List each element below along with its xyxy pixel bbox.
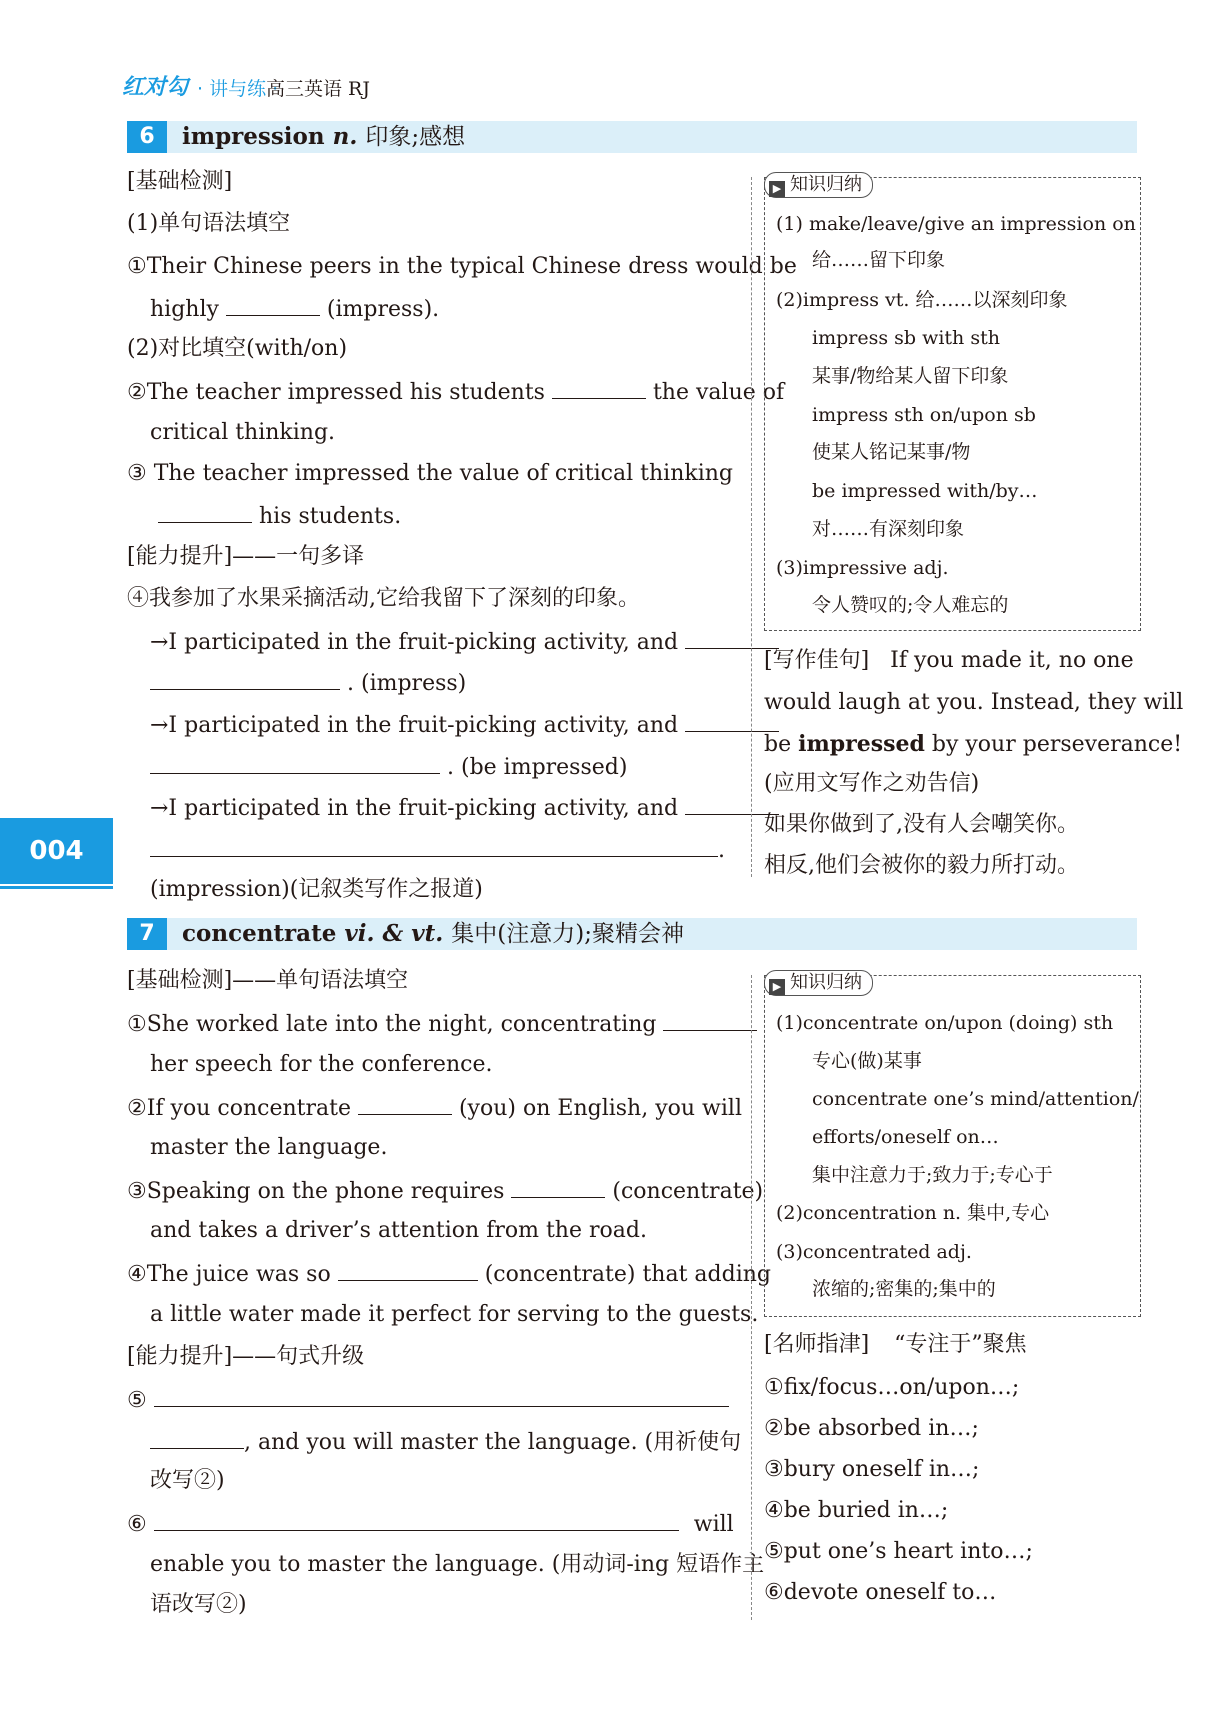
section-6-header	[127, 121, 1137, 153]
knowledge-item: 专心(做)某事	[812, 1050, 922, 1072]
translation-a-hint: . (impress)	[347, 671, 467, 696]
translation-b-line-1	[150, 709, 779, 741]
answer-blank[interactable]	[150, 834, 718, 857]
knowledge-item: concentrate one’s mind/attention/	[812, 1088, 1139, 1110]
column-divider	[751, 975, 752, 1620]
q6-tail: will	[693, 1512, 734, 1537]
translation-c-line-2	[150, 834, 725, 866]
advance-tag: [能力提升]——一句多译	[127, 544, 365, 569]
headword-meaning: 集中(注意力);聚精会神	[451, 921, 684, 947]
question-3-line-1: ③ The teacher impressed the value of critical thinking	[127, 461, 733, 486]
question-6-line-1	[127, 1508, 734, 1540]
question-4-line-1	[127, 1258, 771, 1290]
knowledge-item: impress sb with sth	[812, 327, 1000, 349]
knowledge-tag-label: 知识归纳	[790, 174, 862, 195]
writing-line-1	[764, 646, 1134, 676]
knowledge-item: 对……有深刻印象	[812, 518, 965, 540]
knowledge-tag	[764, 172, 873, 198]
section-7-number: 7	[127, 918, 167, 950]
question-3-line-1	[127, 1175, 763, 1207]
answer-blank[interactable]	[663, 1008, 757, 1031]
part-1-title: (1)单句语法填空	[127, 211, 291, 236]
translation-lead: →I participated in the fruit-picking activity, and	[150, 713, 679, 738]
q4-tail: (concentrate) that adding	[484, 1262, 771, 1287]
part-of-speech: n.	[332, 123, 358, 150]
translation-a-line-2	[150, 667, 466, 699]
answer-blank[interactable]	[338, 1258, 478, 1281]
question-2-line-1	[127, 1092, 742, 1124]
tip-item: ⑤put one’s heart into…;	[764, 1539, 1033, 1564]
writing-text: be	[764, 732, 792, 757]
writing-line-3	[764, 729, 1182, 760]
question-2-line-1	[127, 376, 784, 408]
writing-keyword: impressed	[798, 731, 925, 757]
basic-check-tag: [基础检测]——单句语法填空	[127, 968, 409, 993]
question-1-line-2: her speech for the conference.	[150, 1052, 493, 1077]
part-of-speech: vi. & vt.	[344, 920, 444, 947]
tip-item: ③bury oneself in…;	[764, 1457, 980, 1482]
knowledge-item: 某事/物给某人留下印象	[812, 365, 1009, 387]
series-name: · 讲与练 ·	[197, 78, 279, 100]
answer-blank[interactable]	[154, 1384, 729, 1407]
q2-tail: (you) on English, you will	[458, 1096, 742, 1121]
q2-tail: the value of	[652, 380, 785, 405]
q1-hint: (impress).	[326, 297, 440, 322]
section-6-number: 6	[127, 121, 167, 153]
knowledge-item: 给……留下印象	[812, 249, 946, 271]
section-6-headword	[182, 121, 465, 153]
question-6-line-2: enable you to master the language. (用动词-ing 短语作主	[150, 1552, 765, 1577]
tip-title: “专注于”聚焦	[894, 1332, 1027, 1357]
knowledge-item: 令人赞叹的;令人难忘的	[812, 594, 1009, 616]
translation-a-line-1	[150, 626, 779, 658]
tip-tag: [名师指津]	[764, 1332, 870, 1357]
knowledge-item: be impressed with/by…	[812, 480, 1038, 502]
page-tab-underline	[0, 886, 113, 889]
q4-lead: ④The juice was so	[127, 1262, 331, 1287]
knowledge-item: 集中注意力于;致力于;专心于	[812, 1164, 1053, 1186]
translation-b-hint: . (be impressed)	[447, 755, 628, 780]
writing-line-4: (应用文写作之劝告信)	[764, 771, 980, 796]
q2-lead: ②The teacher impressed his students	[127, 380, 545, 405]
tip-item: ⑥devote oneself to…	[764, 1580, 997, 1605]
writing-line-2: would laugh at you. Instead, they will	[764, 690, 1184, 715]
question-3-line-2: and takes a driver’s attention from the road.	[150, 1218, 647, 1243]
answer-blank[interactable]	[511, 1175, 605, 1198]
question-1-line-1: ①Their Chinese peers in the typical Chinese dress would be	[127, 254, 797, 279]
q3-lead: ③Speaking on the phone requires	[127, 1179, 505, 1204]
question-5-line-1	[127, 1384, 729, 1416]
translation-lead: →I participated in the fruit-picking activity, and	[150, 630, 679, 655]
headword: concentrate	[182, 920, 337, 947]
column-divider	[751, 177, 752, 877]
q1-lead: ①She worked late into the night, concentrating	[127, 1012, 657, 1037]
knowledge-tag	[764, 970, 873, 996]
q5-text: , and you will master the language. (用祈使句	[244, 1430, 742, 1455]
knowledge-item: (1) make/leave/give an impression on	[776, 213, 1136, 235]
q3-hint: (concentrate)	[612, 1179, 764, 1204]
q1-lead: highly	[150, 297, 219, 322]
headword-meaning: 印象;感想	[365, 124, 466, 150]
part-2-title: (2)对比填空(with/on)	[127, 336, 348, 361]
question-4-line-2: a little water made it perfect for serving to the guests.	[150, 1302, 759, 1327]
question-1-line-1	[127, 1008, 757, 1040]
tip-item: ②be absorbed in…;	[764, 1416, 979, 1441]
question-2-line-2: critical thinking.	[150, 420, 336, 445]
question-2-line-2: master the language.	[150, 1135, 388, 1160]
translation-c-line-1	[150, 792, 779, 824]
tip-item: ①fix/focus…on/upon…;	[764, 1375, 1020, 1400]
writing-text: If you made it, no one	[890, 648, 1134, 673]
knowledge-item: (3)impressive adj.	[776, 557, 949, 579]
question-3-line-2	[158, 500, 401, 532]
answer-blank[interactable]	[158, 500, 252, 523]
knowledge-item: (2)concentration n. 集中,专心	[776, 1202, 1050, 1224]
knowledge-item: (3)concentrated adj.	[776, 1241, 972, 1263]
advance-tag: [能力提升]——句式升级	[127, 1344, 365, 1369]
writing-tag: [写作佳句]	[764, 648, 870, 673]
q5-number: ⑤	[127, 1388, 147, 1413]
answer-blank[interactable]	[552, 376, 646, 399]
writing-translation-1: 如果你做到了,没有人会嘲笑你。	[764, 812, 1079, 837]
knowledge-item: efforts/oneself on…	[812, 1126, 999, 1148]
knowledge-item: (2)impress vt. 给……以深刻印象	[776, 289, 1068, 311]
answer-blank[interactable]	[358, 1092, 452, 1115]
page-number-tab: 004	[0, 818, 113, 884]
q2-lead: ②If you concentrate	[127, 1096, 351, 1121]
play-icon: ▶	[769, 979, 785, 995]
play-icon: ▶	[769, 181, 785, 197]
translation-c-note: (impression)(记叙类写作之报道)	[150, 877, 483, 902]
headword: impression	[182, 123, 325, 150]
answer-blank[interactable]	[150, 1426, 244, 1449]
question-5-line-3: 改写②)	[150, 1468, 225, 1493]
brand-logo: 红对勾	[122, 75, 189, 100]
answer-blank[interactable]	[154, 1508, 679, 1531]
subject-label: 高三英语 RJ	[266, 78, 370, 100]
period: .	[718, 838, 725, 863]
translation-lead: →I participated in the fruit-picking activity, and	[150, 796, 679, 821]
answer-blank[interactable]	[226, 293, 320, 316]
answer-blank[interactable]	[150, 667, 340, 690]
section-7-headword	[182, 918, 684, 950]
tip-header	[764, 1330, 1027, 1360]
tip-item: ④be buried in…;	[764, 1498, 949, 1523]
knowledge-item: 使某人铭记某事/物	[812, 441, 971, 463]
question-5-line-2	[150, 1426, 741, 1458]
knowledge-item: 浓缩的;密集的;集中的	[812, 1278, 996, 1300]
knowledge-item: impress sth on/upon sb	[812, 404, 1036, 426]
question-1-line-2	[150, 293, 439, 325]
writing-translation-2: 相反,他们会被你的毅力所打动。	[764, 853, 1079, 878]
question-6-line-3: 语改写②)	[150, 1592, 247, 1617]
question-4-chinese: ④我参加了水果采摘活动,它给我留下了深刻的印象。	[127, 586, 640, 611]
basic-check-tag: [基础检测]	[127, 169, 233, 194]
translation-b-line-2	[150, 751, 627, 783]
answer-blank[interactable]	[150, 751, 440, 774]
knowledge-tag-label: 知识归纳	[790, 972, 862, 993]
q3-tail: his students.	[259, 504, 402, 529]
section-7-header	[127, 918, 1137, 950]
knowledge-item: (1)concentrate on/upon (doing) sth	[776, 1012, 1114, 1034]
writing-text: by your perseverance!	[931, 732, 1183, 757]
q6-number: ⑥	[127, 1512, 147, 1537]
